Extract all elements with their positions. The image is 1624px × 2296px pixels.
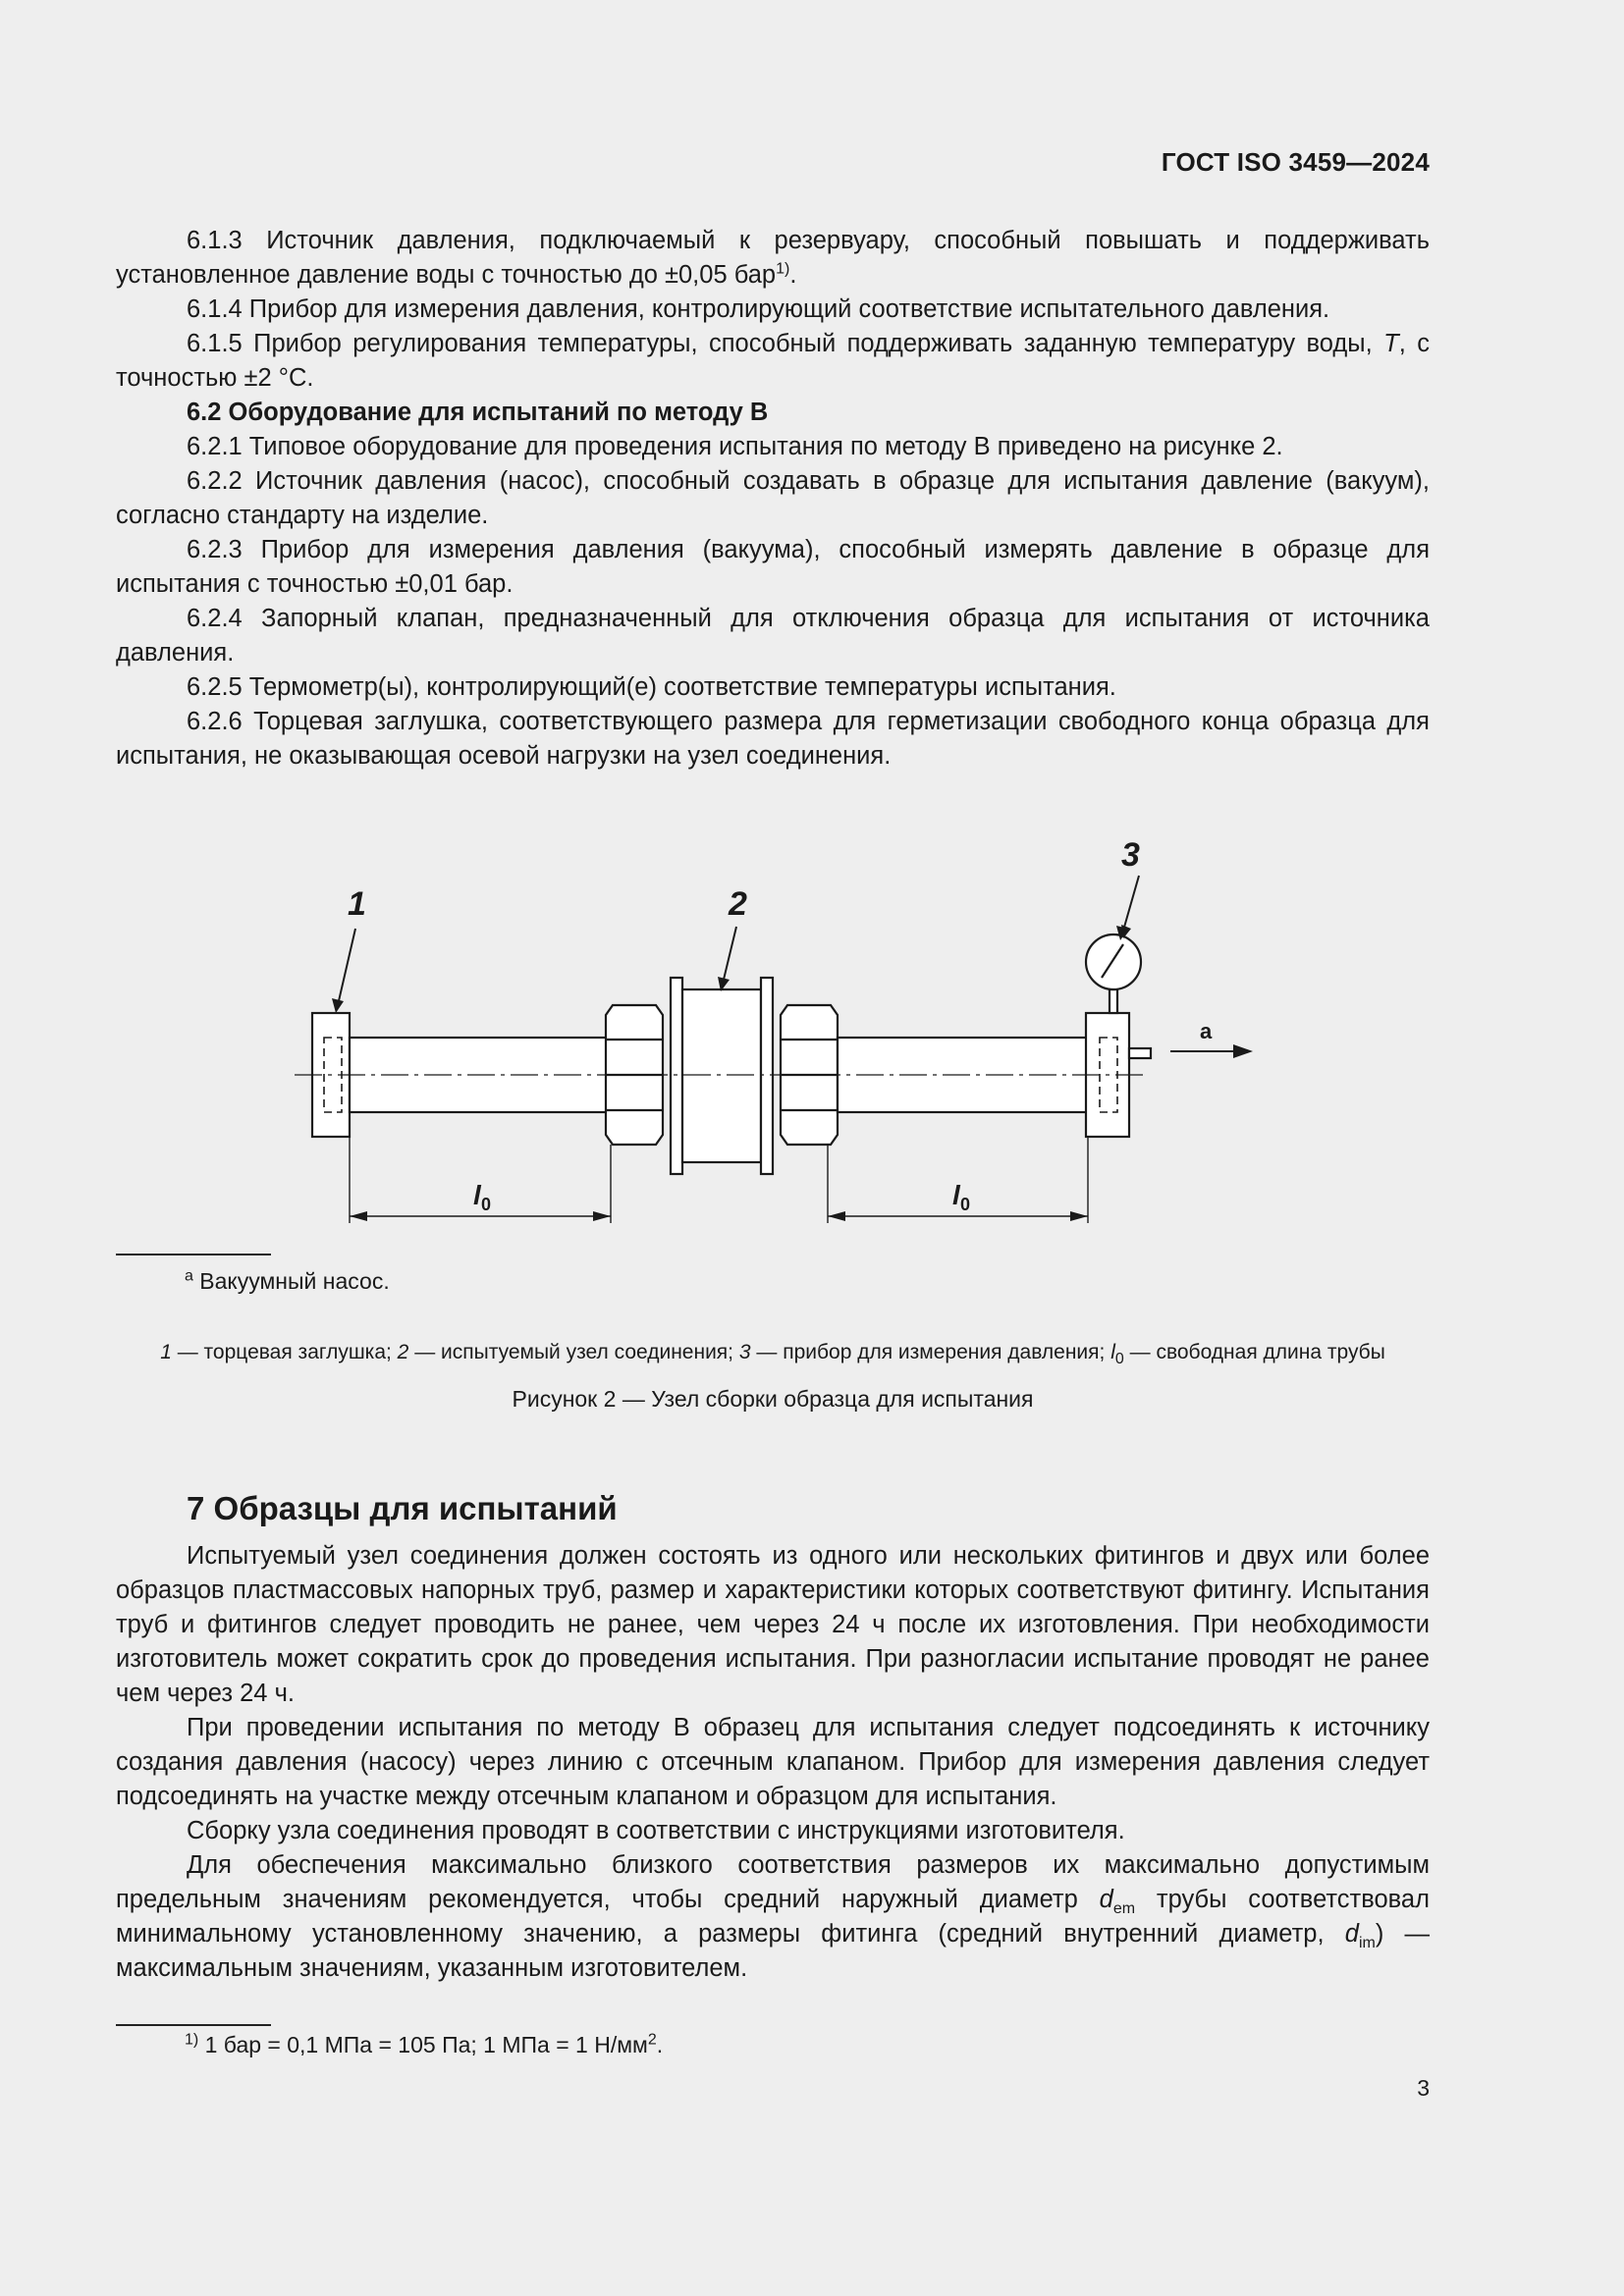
paragraph-6-1-3: 6.1.3 Источник давления, подключаемый к резервуару, способный повышать и поддерживать установленное давление воды с точностью до ±0,05 бар$^{1)}$.: [116, 227, 1430, 289]
paragraph-6-1-4: 6.1.4 Прибор для измерения давления, контролирующий соответствие испытательного давления.: [187, 295, 1330, 323]
footnote-rule: [116, 2024, 271, 2026]
section-6-1-text: [116, 224, 1430, 774]
dim-right-sub: 0: [960, 1195, 971, 1214]
dim-left-l: l: [473, 1180, 481, 1210]
pump-outlet-nozzle: [1129, 1048, 1151, 1058]
figure-note: $^a$ Вакуумный насос.: [185, 1267, 390, 1294]
section-7-title: 7 Образцы для испытаний: [187, 1490, 618, 1526]
document-header: ГОСТ ISO 3459—2024: [1161, 147, 1430, 177]
paragraph-6-2-6: 6.2.6 Торцевая заглушка, соответствующего размера для герметизации свободного конца образца для испытания, не оказывающая осевой нагрузки на узел соединения.: [116, 708, 1430, 770]
outlet-label: a: [1200, 1019, 1213, 1043]
paragraph-7-3: Сборку узла соединения проводят в соответствии с инструкциями изготовителя.: [187, 1817, 1125, 1844]
dim-left-sub: 0: [481, 1195, 492, 1214]
paragraph-6-2-4: 6.2.4 Запорный клапан, предназначенный для отключения образца для испытания от источника давления.: [116, 605, 1430, 667]
paragraph-7-4: Для обеспечения максимально близкого соответствия размеров их максимально допустимым предельным значениям рекомендуется, чтобы средний наружный диаметр $d_{em}$ трубы соответствовал минимальному установленному значению, а размеры фитинга (средний внутренний диаметр, $d_{im}$) — максимальным значениям, указанным изготовителем.: [116, 1851, 1430, 1982]
callout-3: 3: [1121, 836, 1140, 874]
leader-2: [723, 927, 736, 984]
paragraph-6-2-3: 6.2.3 Прибор для измерения давления (вакуума), способный измерять давление в образце для испытания с точностью ±0,01 бар.: [116, 536, 1430, 598]
paragraph-6-1-5: 6.1.5 Прибор регулирования температуры, способный поддерживать заданную температуру воды, T, с точностью ±2 °С.: [116, 330, 1430, 392]
paragraph-6-2-5: 6.2.5 Термометр(ы), контролирующий(е) соответствие температуры испытания.: [187, 673, 1116, 701]
page-number: 3: [1417, 2075, 1430, 2101]
dim-right-l: l: [952, 1180, 960, 1210]
figure-caption: Рисунок 2 — Узел сборки образца для испытания: [512, 1386, 1034, 1412]
footnote-ref[interactable]: 1): [776, 260, 790, 278]
figure-2-assembly-diagram: [275, 836, 1276, 1239]
right-flange: [761, 978, 773, 1174]
paragraph-6-2-2: 6.2.2 Источник давления (насос), способный создавать в образце для испытания давление (вакуум), согласно стандарту на изделие.: [116, 467, 1430, 529]
footnote: $^{1)}$ 1 бар = 0,1 МПа = 105 Па; 1 МПа = 1 $Н/мм^2$.: [185, 2031, 664, 2057]
left-flange: [671, 978, 682, 1174]
callout-2: 2: [729, 885, 747, 923]
figure-legend: 1 — торцевая заглушка; 2 — испытуемый узел соединения; 3 — прибор для измерения давления; $l_0$ — свободная длина трубы: [160, 1341, 1385, 1368]
leader-1: [338, 929, 355, 1005]
subsection-6-2-title: 6.2 Оборудование для испытаний по методу В: [187, 399, 769, 426]
callout-1: 1: [348, 885, 366, 923]
figure-note-rule: [116, 1254, 271, 1255]
paragraph-7-2: При проведении испытания по методу В образец для испытания следует подсоединять к источнику создания давления (насосу) через линию с отсечным клапаном. Прибор для измерения давления следует подсоединять на участке между отсечным клапаном и образцом для испытания.: [116, 1714, 1430, 1810]
pressure-gauge: [1086, 934, 1141, 989]
paragraph-7-1: Испытуемый узел соединения должен состоять из одного или нескольких фитингов и двух или более образцов пластмассовых напорных труб, размер и характеристики которых соответствуют фитингу. Испытания труб и фитингов следует проводить не ранее, чем через 24 ч после их изготовления. При необходимости изготовитель может сократить срок до проведения испытания. При разногласии испытание проводят не ранее чем через 24 ч.: [116, 1542, 1430, 1707]
section-7-text: [116, 1539, 1430, 1986]
coupling-body: [682, 989, 761, 1162]
leader-3: [1123, 876, 1139, 931]
paragraph-6-2-1: 6.2.1 Типовое оборудование для проведения испытания по методу В приведено на рисунке 2.: [187, 433, 1283, 460]
assembly-diagram-svg: [275, 836, 1276, 1239]
